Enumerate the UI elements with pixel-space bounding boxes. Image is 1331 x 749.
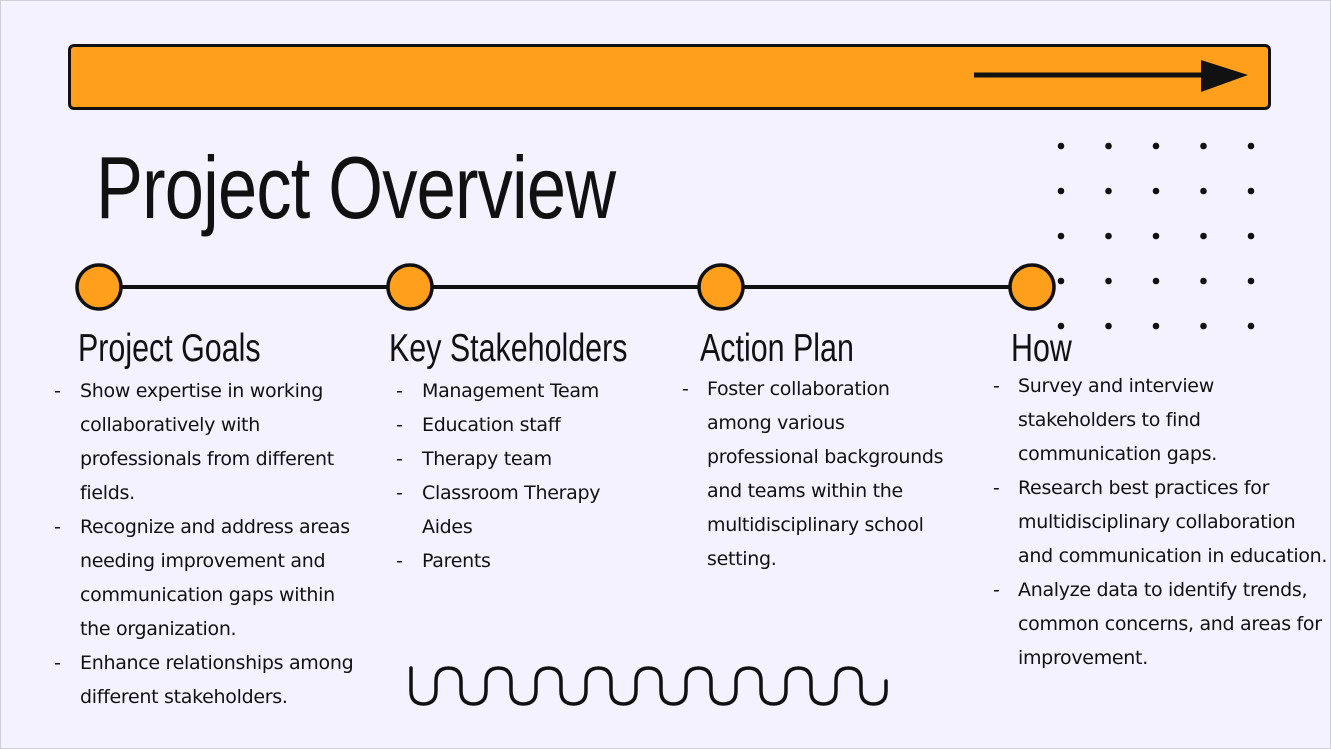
grid-dot [1248,188,1255,195]
list-item-text: Research best practices for multidisciplinary collaboration and communication in education. [1018,477,1328,567]
grid-dot [1200,143,1207,150]
list-item-text: Enhance relationships among different stakeholders. [80,652,354,708]
list-item-text: Therapy team [422,448,552,470]
dash-bullet: - [396,448,403,470]
grid-dot [1153,188,1160,195]
dash-bullet: - [396,414,403,436]
list-item [396,476,632,544]
timeline [71,259,1061,315]
grid-dot [1058,143,1065,150]
grid-dot [1105,323,1112,330]
grid-dot [1105,143,1112,150]
grid-dot [1153,278,1160,285]
dash-bullet: - [993,375,1000,397]
list-item [993,369,1328,471]
timeline-node-how [1010,265,1054,309]
list-item-text: Survey and interview stakeholders to find communication gaps. [1018,375,1217,465]
list-item [396,442,632,476]
section-heading: Key Stakeholders [389,327,628,370]
grid-dot [1105,233,1112,240]
timeline-node-action-plan [699,265,743,309]
dot-grid-icon [1051,139,1261,334]
list-item [54,510,370,646]
timeline-node-project-goals [77,265,121,309]
section-heading: Project Goals [78,327,261,370]
timeline-node-key-stakeholders [388,265,432,309]
grid-dot [1200,278,1207,285]
list-item-text: Classroom Therapy Aides [422,482,601,538]
grid-dot [1058,233,1065,240]
right-arrow-icon [71,47,1268,107]
list-item-text: Show expertise in working collaboratively with professionals from different fields. [80,380,334,504]
dash-bullet: - [54,652,61,674]
section-action-plan [682,326,944,570]
grid-dot [1200,233,1207,240]
bullet-list [993,369,1328,675]
grid-dot [1248,278,1255,285]
list-item [396,408,632,442]
dash-bullet: - [682,378,689,400]
dash-bullet: - [396,482,403,504]
bullet-list [396,374,632,578]
dash-bullet: - [993,579,1000,601]
dash-bullet: - [54,516,61,538]
page-title: Project Overview [96,138,616,237]
bullet-list [682,372,947,576]
list-item-text: Analyze data to identify trends, common concerns, and areas for improvement. [1018,579,1322,669]
grid-dot [1248,233,1255,240]
section-key-stakeholders [389,326,695,572]
grid-dot [1105,188,1112,195]
grid-dot [1248,143,1255,150]
grid-dot [1153,323,1160,330]
list-item [993,471,1328,573]
dash-bullet: - [993,477,1000,499]
section-project-goals [54,326,354,708]
section-how [993,326,1328,669]
list-item-text: Recognize and address areas needing improvement and communication gaps within the organization. [80,516,350,640]
list-item-text: Parents [422,550,491,572]
grid-dot [1200,188,1207,195]
list-item-text: Foster collaboration among various professional backgrounds and teams within the multidisciplinary school setting. [707,378,944,570]
top-banner-bar [68,44,1271,110]
bullet-list [54,374,370,714]
list-item-text: Management Team [422,380,599,402]
list-item-text: Education staff [422,414,561,436]
list-item [54,646,370,714]
dash-bullet: - [396,550,403,572]
list-item [396,544,632,578]
list-item [54,374,370,510]
dash-bullet: - [54,380,61,402]
wave-icon [406,656,936,716]
grid-dot [1248,323,1255,330]
section-heading: Action Plan [700,327,854,370]
grid-dot [1105,278,1112,285]
section-heading: How [1011,327,1072,370]
dash-bullet: - [396,380,403,402]
grid-dot [1153,233,1160,240]
grid-dot [1153,143,1160,150]
list-item [396,374,632,408]
list-item [682,372,947,576]
grid-dot [1200,323,1207,330]
list-item [993,573,1328,675]
grid-dot [1058,188,1065,195]
